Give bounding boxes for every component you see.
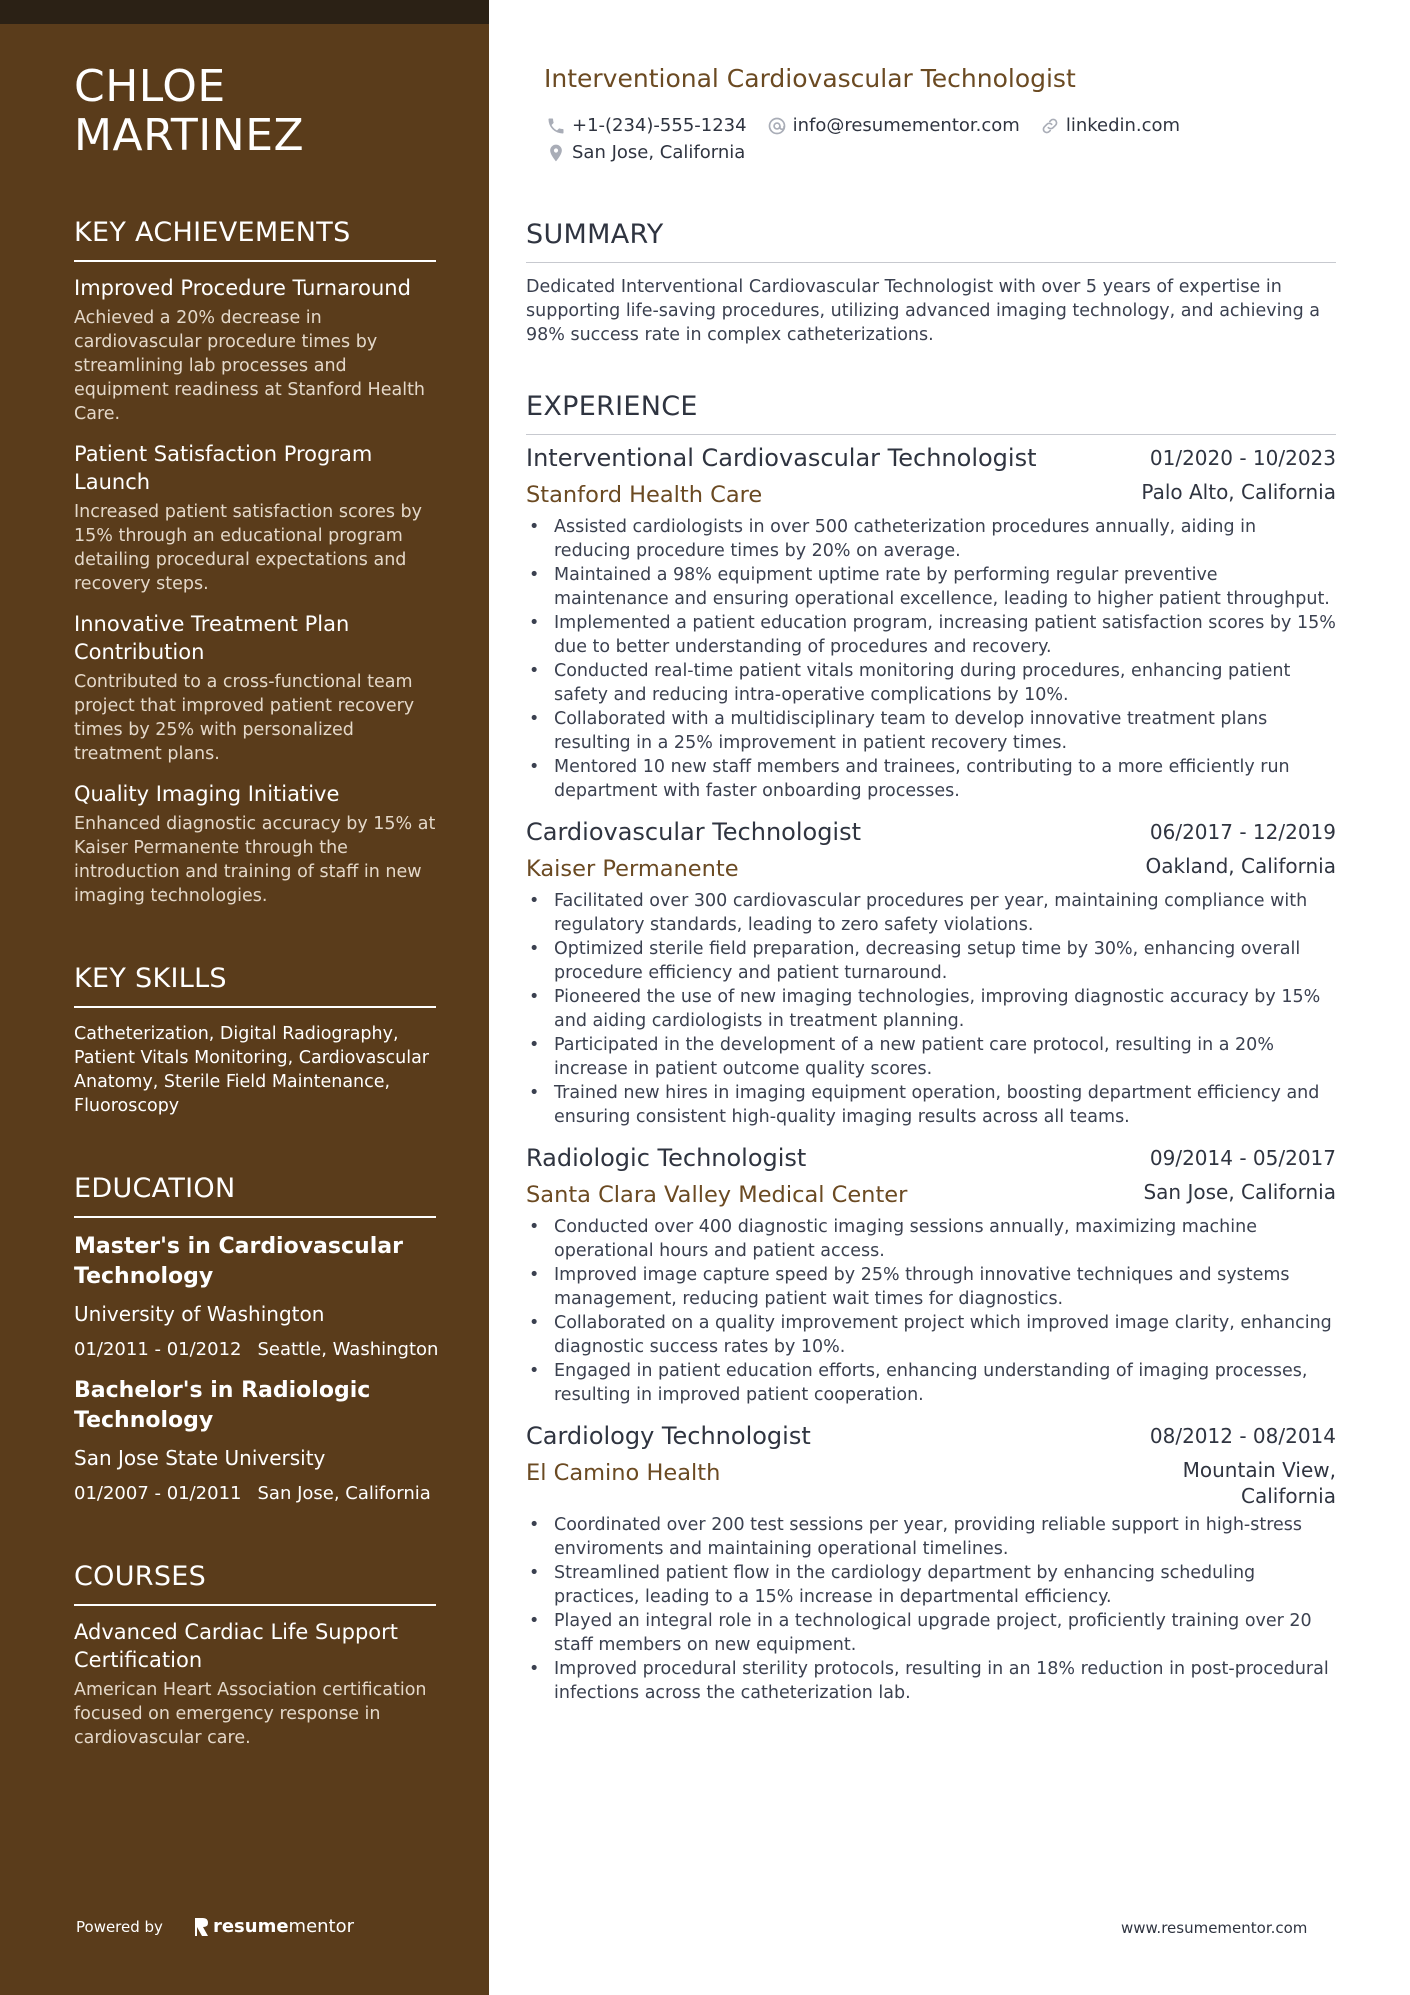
sidebar	[0, 0, 489, 1995]
experience-bullets	[526, 889, 1336, 1129]
achievement-desc: Achieved a 20% decrease in cardiovascular procedure times by streamlining lab processes and equipment readiness at Stanford Health Care.	[74, 308, 426, 424]
education-section	[74, 1172, 439, 1506]
key-skills-section	[74, 962, 436, 1118]
achievement-item	[74, 274, 436, 426]
experience-dates: 09/2014 - 05/2017	[1149, 1146, 1336, 1170]
education-degree: Master's in Cardiovascular Technology	[74, 1234, 403, 1289]
summary-section	[526, 218, 1336, 347]
bullet-item: • Streamlined patient flow in the cardiology department by enhancing scheduling practices, leading to a 15% increase in departmental efficiency.	[526, 1561, 1336, 1609]
achievement-desc: Enhanced diagnostic accuracy by 15% at Kaiser Permanente through the introduction and training of staff in new imaging technologies.	[74, 814, 436, 906]
phone-icon	[546, 116, 566, 136]
experience-item	[526, 815, 1336, 1129]
key-skills-heading: KEY SKILLS	[74, 962, 436, 1008]
achievement-title: Quality Imaging Initiative	[74, 782, 340, 806]
website-link[interactable]: www.resumementor.com	[1121, 1919, 1308, 1937]
experience-item	[526, 441, 1336, 803]
experience-company: El Camino Health	[526, 1460, 721, 1486]
link-icon	[1040, 116, 1060, 136]
experience-header	[526, 1141, 1336, 1175]
experience-role: Cardiovascular Technologist	[526, 818, 862, 846]
linkedin-text: linkedin.com	[1065, 115, 1181, 136]
course-title: Advanced Cardiac Life Support Certification	[74, 1620, 398, 1672]
experience-subheader	[526, 475, 1336, 511]
education-dates: 01/2011 - 01/2012	[74, 1339, 242, 1360]
experience-dates: 08/2012 - 08/2014	[1149, 1424, 1336, 1448]
experience-role: Interventional Cardiovascular Technologist	[526, 444, 1037, 472]
achievement-title: Improved Procedure Turnaround	[74, 276, 411, 300]
experience-role: Radiologic Technologist	[526, 1144, 807, 1172]
education-item	[74, 1376, 436, 1506]
education-degree: Bachelor's in Radiologic Technology	[74, 1378, 371, 1433]
contact-phone[interactable]	[546, 115, 747, 136]
powered-by	[76, 1916, 354, 1937]
education-heading: EDUCATION	[74, 1172, 436, 1218]
logo-bold: resume	[212, 1916, 289, 1937]
experience-company: Santa Clara Valley Medical Center	[526, 1182, 908, 1208]
contact-row	[546, 139, 1326, 166]
experience-subheader	[526, 1175, 1336, 1211]
resumementor-logo[interactable]	[193, 1916, 354, 1937]
bullet-item: • Coordinated over 200 test sessions per year, providing reliable support in high-stress enviroments and maintaining operational timelines.	[526, 1513, 1336, 1561]
experience-company: Stanford Health Care	[526, 482, 763, 508]
logo-wordmark	[213, 1916, 354, 1937]
education-location: San Jose, California	[257, 1483, 431, 1504]
education-school: University of Washington	[74, 1302, 325, 1326]
experience-location: Mountain View, California	[1182, 1458, 1336, 1508]
bullet-item: • Improved procedural sterility protocols, resulting in an 18% reduction in post-procedural infections across the catheterization lab.	[526, 1657, 1336, 1705]
key-achievements-heading: KEY ACHIEVEMENTS	[74, 216, 436, 262]
location-text: San Jose, California	[572, 142, 746, 163]
experience-location: San Jose, California	[1143, 1180, 1336, 1204]
courses-heading: COURSES	[74, 1560, 436, 1606]
at-icon	[767, 116, 787, 136]
bullet-item: • Implemented a patient education program, increasing patient satisfaction scores by 15% due to better understanding of procedures and recovery.	[526, 611, 1336, 659]
bullet-item: • Collaborated on a quality improvement project which improved image clarity, enhancing diagnostic success rates by 10%.	[526, 1311, 1336, 1359]
achievement-desc: Contributed to a cross-functional team project that improved patient recovery times by 25% with personalized treatment plans.	[74, 672, 415, 764]
experience-bullets	[526, 1215, 1336, 1407]
bullet-item: • Assisted cardiologists in over 500 catheterization procedures annually, aiding in reducing procedure times by 20% on average.	[526, 515, 1336, 563]
resumementor-logo-icon	[193, 1917, 209, 1937]
experience-heading: EXPERIENCE	[526, 390, 1336, 435]
education-meta	[74, 1482, 436, 1506]
achievement-item	[74, 780, 436, 908]
education-school: San Jose State University	[74, 1446, 326, 1470]
bullet-item: • Engaged in patient education efforts, enhancing understanding of imaging processes, resulting in improved patient cooperation.	[526, 1359, 1336, 1407]
bullet-item: • Conducted real-time patient vitals monitoring during procedures, enhancing patient safety and reducing intra-operative complications by 10%.	[526, 659, 1336, 707]
experience-header	[526, 815, 1336, 849]
experience-dates: 06/2017 - 12/2019	[1149, 820, 1336, 844]
education-meta	[74, 1338, 439, 1362]
education-item	[74, 1232, 439, 1362]
bullet-item: • Optimized sterile field preparation, decreasing setup time by 30%, enhancing overall procedure efficiency and patient turnaround.	[526, 937, 1336, 985]
experience-subheader	[526, 849, 1336, 885]
course-desc: American Heart Association certification focused on emergency response in cardiovascular care.	[74, 1680, 427, 1748]
location-pin-icon	[546, 143, 566, 163]
achievement-title: Patient Satisfaction Program Launch	[74, 442, 373, 494]
contact-location	[546, 142, 745, 163]
sidebar-content	[74, 61, 439, 1750]
sidebar-top-bar	[0, 0, 489, 24]
email-text: info@resumementor.com	[792, 115, 1020, 136]
experience-bullets	[526, 1513, 1336, 1705]
bullet-item: • Conducted over 400 diagnostic imaging sessions annually, maximizing machine operational hours and patient access.	[526, 1215, 1336, 1263]
last-name: MARTINEZ	[74, 110, 305, 161]
bullet-item: • Participated in the development of a new patient care protocol, resulting in a 20% increase in patient outcome quality scores.	[526, 1033, 1336, 1081]
bullet-item: • Mentored 10 new staff members and trainees, contributing to a more efficiently run department with faster onboarding processes.	[526, 755, 1336, 803]
experience-location: Palo Alto, California	[1141, 480, 1336, 504]
bullet-item: • Played an integral role in a technological upgrade project, proficiently training over 20 staff members on new equipment.	[526, 1609, 1336, 1657]
key-achievements-section	[74, 216, 436, 908]
experience-dates: 01/2020 - 10/2023	[1149, 446, 1336, 470]
bullet-item: • Maintained a 98% equipment uptime rate by performing regular preventive maintenance and ensuring operational excellence, leading to higher patient throughput.	[526, 563, 1336, 611]
achievement-desc: Increased patient satisfaction scores by 15% through an educational program detailing procedural expectations and recovery steps.	[74, 502, 423, 594]
experience-location: Oakland, California	[1145, 854, 1336, 878]
candidate-name	[74, 62, 436, 160]
experience-item	[526, 1141, 1336, 1407]
experience-header	[526, 1419, 1336, 1453]
first-name: CHLOE	[74, 61, 226, 112]
contact-linkedin[interactable]	[1040, 115, 1180, 136]
bullet-item: • Pioneered the use of new imaging technologies, improving diagnostic accuracy by 15% and aiding cardiologists in treatment planning.	[526, 985, 1336, 1033]
bullet-item: • Trained new hires in imaging equipment operation, boosting department efficiency and ensuring consistent high-quality imaging results across all teams.	[526, 1081, 1336, 1129]
powered-by-label: Powered by	[76, 1917, 163, 1936]
experience-section	[526, 390, 1336, 1705]
experience-bullets	[526, 515, 1336, 803]
logo-light: mentor	[288, 1916, 355, 1937]
summary-heading: SUMMARY	[526, 218, 1336, 263]
contact-email[interactable]	[767, 115, 1020, 136]
achievement-item	[74, 610, 436, 766]
education-location: Seattle, Washington	[257, 1339, 439, 1360]
achievement-item	[74, 440, 436, 596]
contact-row	[546, 112, 1326, 139]
education-dates: 01/2007 - 01/2011	[74, 1483, 242, 1504]
bullet-item: • Facilitated over 300 cardiovascular procedures per year, maintaining compliance with regulatory standards, leading to zero safety violations.	[526, 889, 1336, 937]
experience-subheader	[526, 1453, 1336, 1509]
experience-role: Cardiology Technologist	[526, 1422, 811, 1450]
experience-header	[526, 441, 1336, 475]
experience-company: Kaiser Permanente	[526, 856, 739, 882]
target-job-title: Interventional Cardiovascular Technologist	[544, 64, 1076, 93]
achievement-title: Innovative Treatment Plan Contribution	[74, 612, 350, 664]
phone-text: +1-(234)-555-1234	[572, 115, 747, 136]
courses-section	[74, 1560, 436, 1750]
bullet-item: • Collaborated with a multidisciplinary team to develop innovative treatment plans resulting in a 25% improvement in patient recovery times.	[526, 707, 1336, 755]
bullet-item: • Improved image capture speed by 25% through innovative techniques and systems management, reducing patient wait times for diagnostics.	[526, 1263, 1336, 1311]
summary-text: Dedicated Interventional Cardiovascular Technologist with over 5 years of expertise in supporting life-saving procedures, utilizing advanced imaging technology, and achieving a 98% success rate in complex catheterizations.	[526, 277, 1320, 345]
skills-list: Catheterization, Digital Radiography, Patient Vitals Monitoring, Cardiovascular Anatomy, Sterile Field Maintenance, Fluoroscopy	[74, 1024, 429, 1116]
experience-item	[526, 1419, 1336, 1705]
contact-info	[546, 112, 1326, 166]
